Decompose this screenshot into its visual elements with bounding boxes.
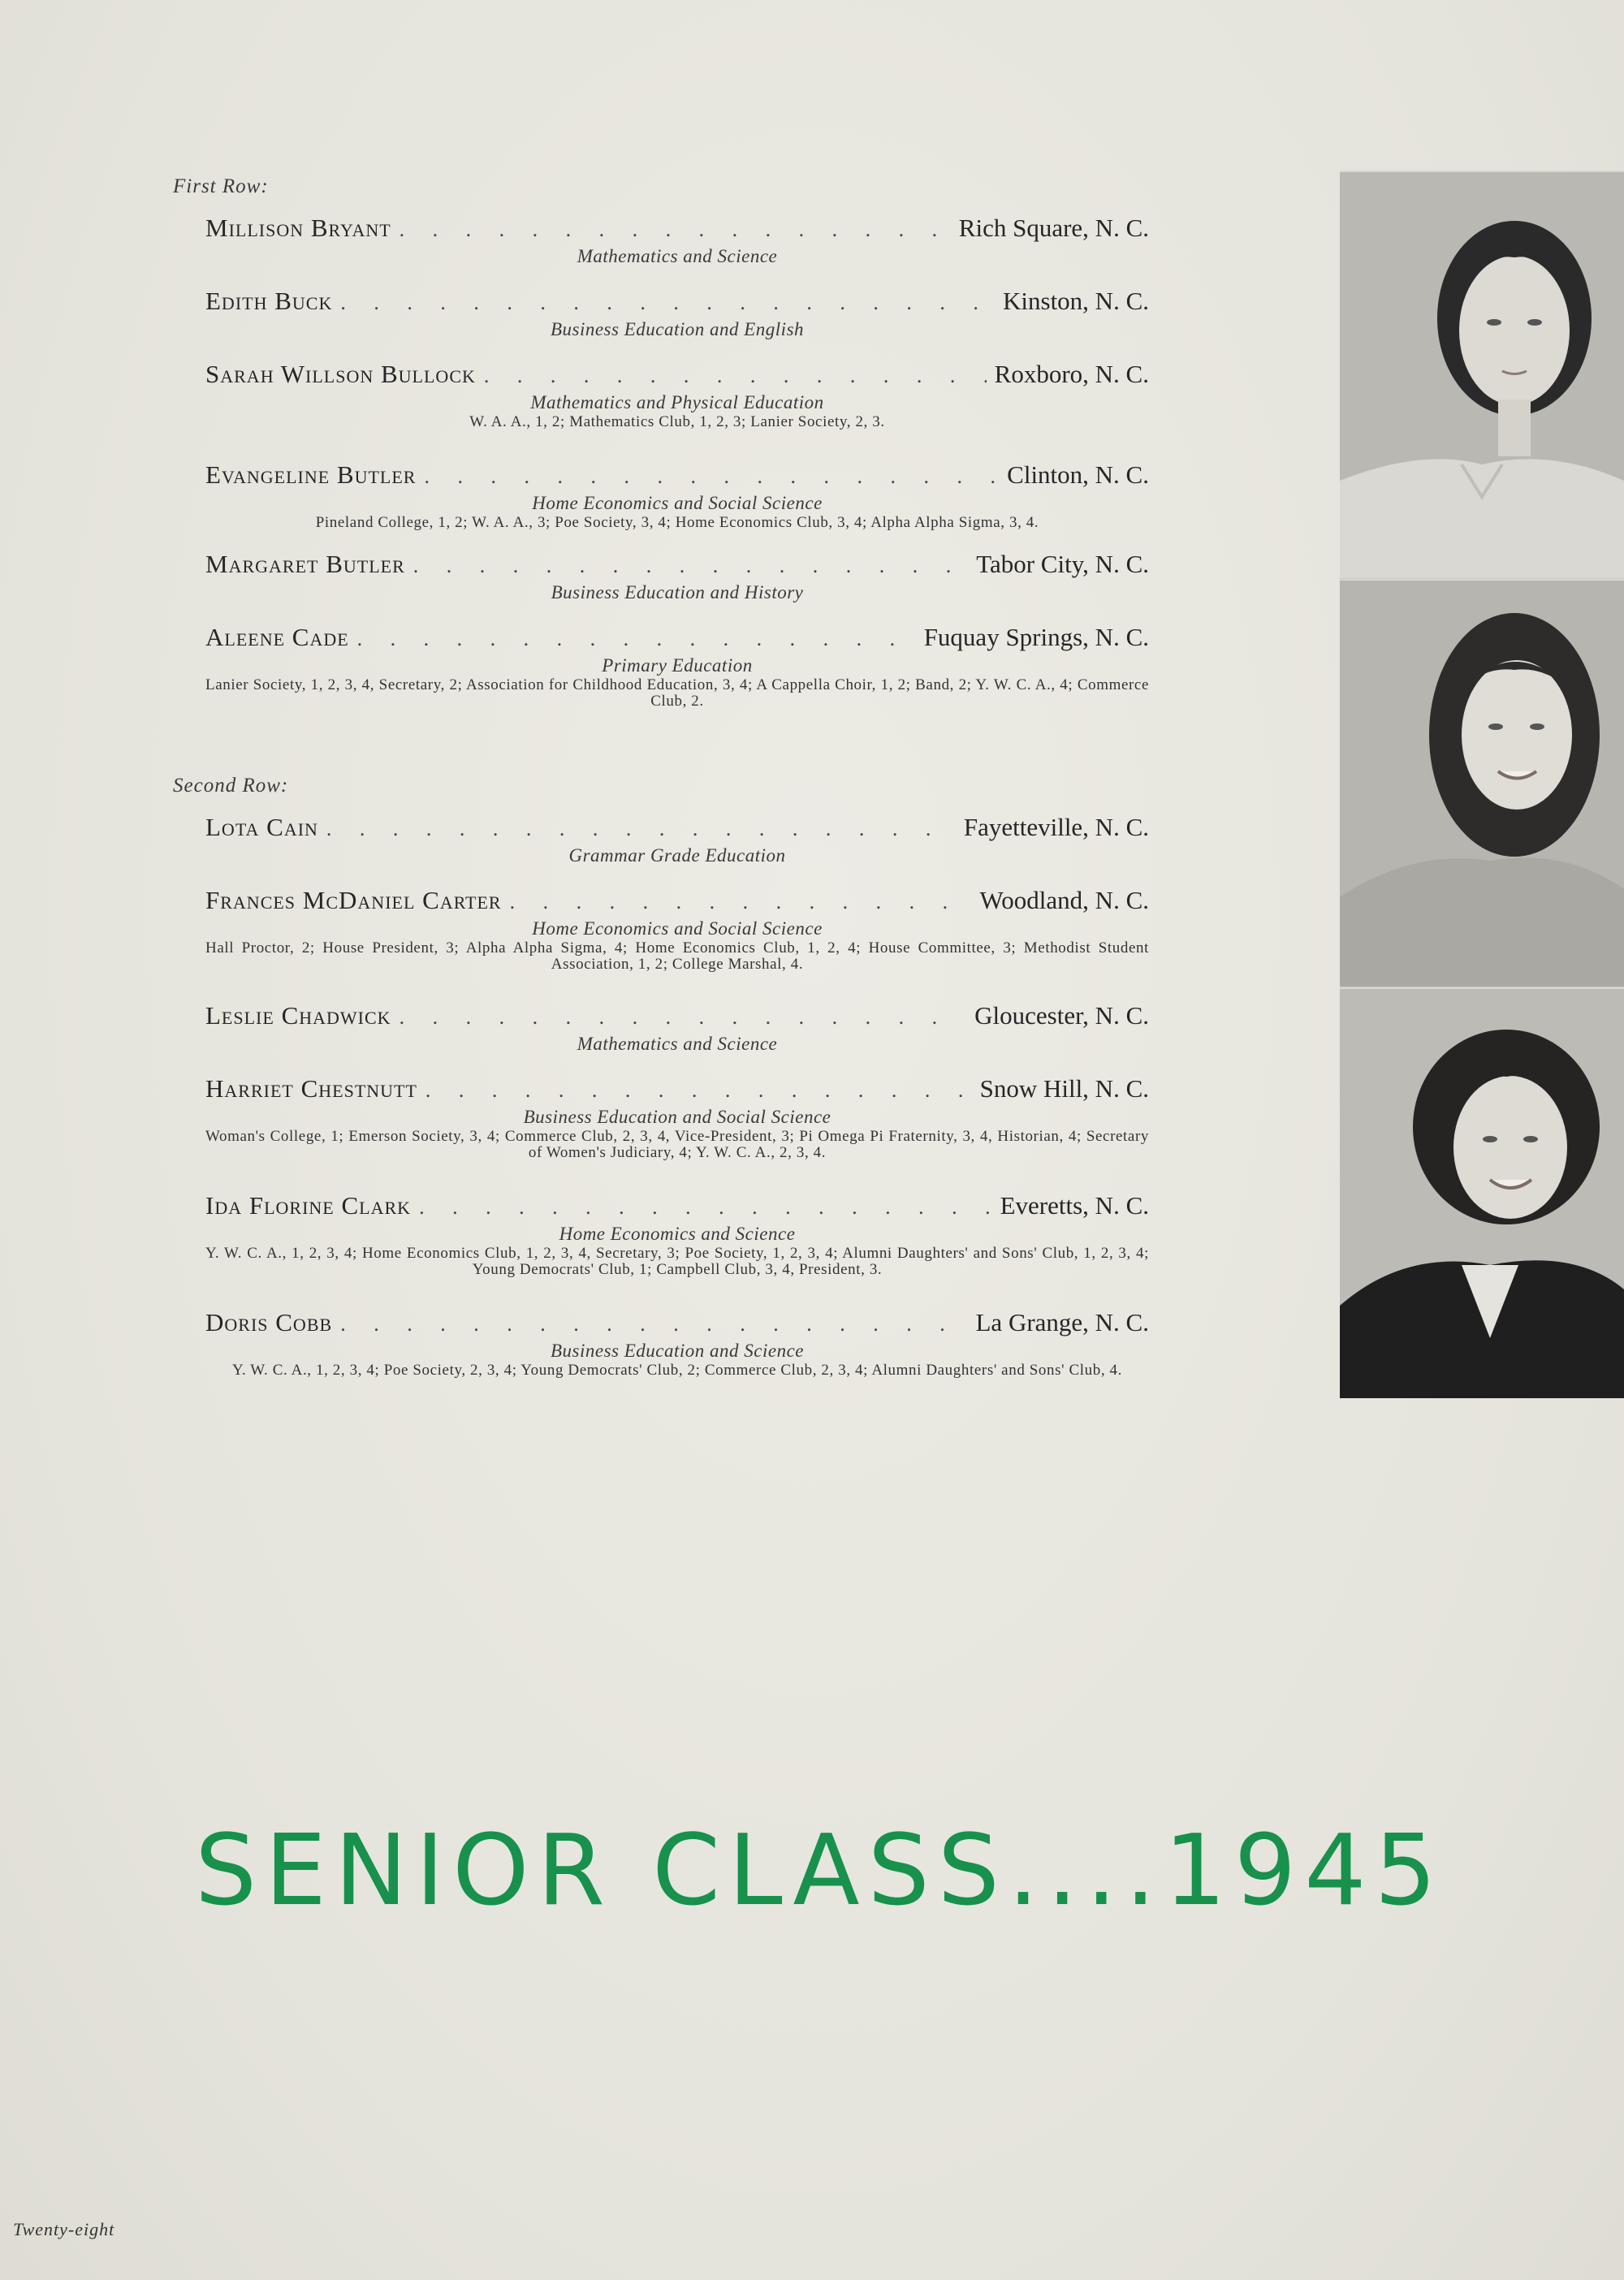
student-major: Business Education and History: [551, 582, 804, 602]
student-hometown: Snow Hill, N. C.: [979, 1074, 1149, 1103]
portrait-photo: [1340, 171, 1624, 578]
leader-dots: [424, 461, 999, 492]
student-major: Mathematics and Science: [577, 246, 778, 266]
student-entry: [205, 1073, 1149, 1161]
student-hometown: Roxboro, N. C.: [994, 360, 1149, 388]
student-entry: [205, 549, 1149, 604]
row-label: Second Row:: [173, 775, 289, 797]
leader-dots: [425, 1075, 972, 1106]
student-major: Home Economics and Social Science: [532, 918, 823, 939]
student-major: Mathematics and Science: [577, 1034, 778, 1054]
leader-dots: [484, 361, 987, 391]
student-name: Leslie Chadwick: [205, 1001, 391, 1030]
second-row-section: [173, 771, 1149, 1379]
student-hometown: Fayetteville, N. C.: [963, 813, 1149, 841]
student-entry: [205, 213, 1149, 268]
student-name: Margaret Butler: [205, 550, 405, 578]
portrait-photo: [1340, 987, 1624, 1398]
student-major: Business Education and English: [550, 319, 805, 339]
student-activities: Y. W. C. A., 1, 2, 3, 4; Poe Society, 2, 3, 4; Young Democrats' Club, 2; Commerce Club, 2, 3, 4; Alumni Daughters' and Sons' Club, 4.: [231, 1362, 1123, 1379]
student-activities: Hall Proctor, 2; House President, 3; Alpha Alpha Sigma, 4; Home Economics Club, 1, 2, 4; House Committee, 3; Methodist Student Association, 1, 2; College Marshal, 4.: [205, 939, 1149, 973]
leader-dots: [419, 1192, 992, 1223]
student-name: Sarah Willson Bullock: [205, 360, 476, 388]
student-major: Business Education and Science: [550, 1341, 804, 1361]
student-entry: [205, 1000, 1149, 1056]
student-activities: Pineland College, 1, 2; W. A. A., 3; Poe Society, 3, 4; Home Economics Club, 3, 4; Alpha Alpha Sigma, 3, 4.: [315, 514, 1039, 531]
leader-dots: [326, 814, 956, 844]
student-name: Lota Cain: [205, 813, 318, 841]
student-hometown: Woodland, N. C.: [979, 886, 1149, 914]
student-entry: [205, 359, 1149, 430]
student-entry: [205, 885, 1149, 973]
leader-dots: [400, 214, 951, 245]
first-row-section: [173, 172, 1149, 710]
student-hometown: Clinton, N. C.: [1007, 460, 1149, 489]
student-name: Evangeline Butler: [205, 460, 417, 489]
student-activities: Lanier Society, 1, 2, 3, 4, Secretary, 2; Association for Childhood Education, 3, 4; A Cappella Choir, 1, 2; Band, 2; Y. W. C. A., 4; Commerce Club, 2.: [205, 676, 1149, 710]
leader-dots: [400, 1002, 967, 1033]
student-activities: Y. W. C. A., 1, 2, 3, 4; Home Economics Club, 1, 2, 3, 4, Secretary, 3; Poe Society, 1, 2, 3, 4; Alumni Daughters' and Sons' Club, 1, 2, 3, 4; Young Democrats' Club, 1; Campbell Club, 3, 4, President, 3.: [205, 1245, 1149, 1278]
student-entry: [205, 1190, 1149, 1278]
student-major: Primary Education: [602, 655, 753, 676]
portrait-column: [1340, 171, 1624, 1397]
student-major: Grammar Grade Education: [568, 845, 786, 866]
student-major: Home Economics and Social Science: [532, 493, 823, 513]
student-name: Ida Florine Clark: [205, 1191, 412, 1220]
leader-dots: [340, 1309, 967, 1340]
student-hometown: Fuquay Springs, N. C.: [923, 623, 1149, 651]
student-major: Business Education and Social Science: [523, 1107, 831, 1127]
student-major: Home Economics and Science: [559, 1224, 796, 1244]
student-name: Edith Buck: [205, 287, 333, 315]
student-hometown: La Grange, N. C.: [975, 1308, 1149, 1336]
row-label: First Row:: [173, 175, 269, 197]
student-name: Aleene Cade: [205, 623, 349, 651]
student-entry: [205, 622, 1149, 710]
student-activities: Woman's College, 1; Emerson Society, 3, 4; Commerce Club, 2, 3, 4, Vice-President, 3; Pi Omega Pi Fraternity, 3, 4, Historian, 4; Secretary of Women's Judiciary, 4; Y. W. C. A., 2, 3, 4.: [205, 1128, 1149, 1161]
leader-dots: [413, 551, 968, 581]
student-name: Frances McDaniel Carter: [205, 886, 502, 914]
portrait-photo: [1340, 579, 1624, 987]
student-name: Millison Bryant: [205, 214, 391, 242]
leader-dots: [510, 887, 972, 918]
senior-class-title: SENIOR CLASS....1945: [195, 1815, 1445, 1928]
student-activities: W. A. A., 1, 2; Mathematics Club, 1, 2, 3; Lanier Society, 2, 3.: [469, 413, 885, 430]
leader-dots: [340, 287, 995, 318]
student-name: Doris Cobb: [205, 1308, 333, 1336]
page-number: Twenty-eight: [13, 2219, 115, 2239]
student-name: Harriet Chestnutt: [205, 1074, 417, 1103]
student-hometown: Kinston, N. C.: [1003, 287, 1149, 315]
student-hometown: Everetts, N. C.: [1000, 1191, 1149, 1220]
student-hometown: Tabor City, N. C.: [976, 550, 1149, 578]
student-entry: [205, 286, 1149, 341]
student-hometown: Rich Square, N. C.: [958, 214, 1149, 242]
student-entry: [205, 812, 1149, 867]
leader-dots: [357, 624, 916, 654]
student-entry: [205, 460, 1149, 531]
student-entry: [205, 1307, 1149, 1379]
student-hometown: Gloucester, N. C.: [974, 1001, 1149, 1030]
student-major: Mathematics and Physical Education: [530, 392, 824, 412]
